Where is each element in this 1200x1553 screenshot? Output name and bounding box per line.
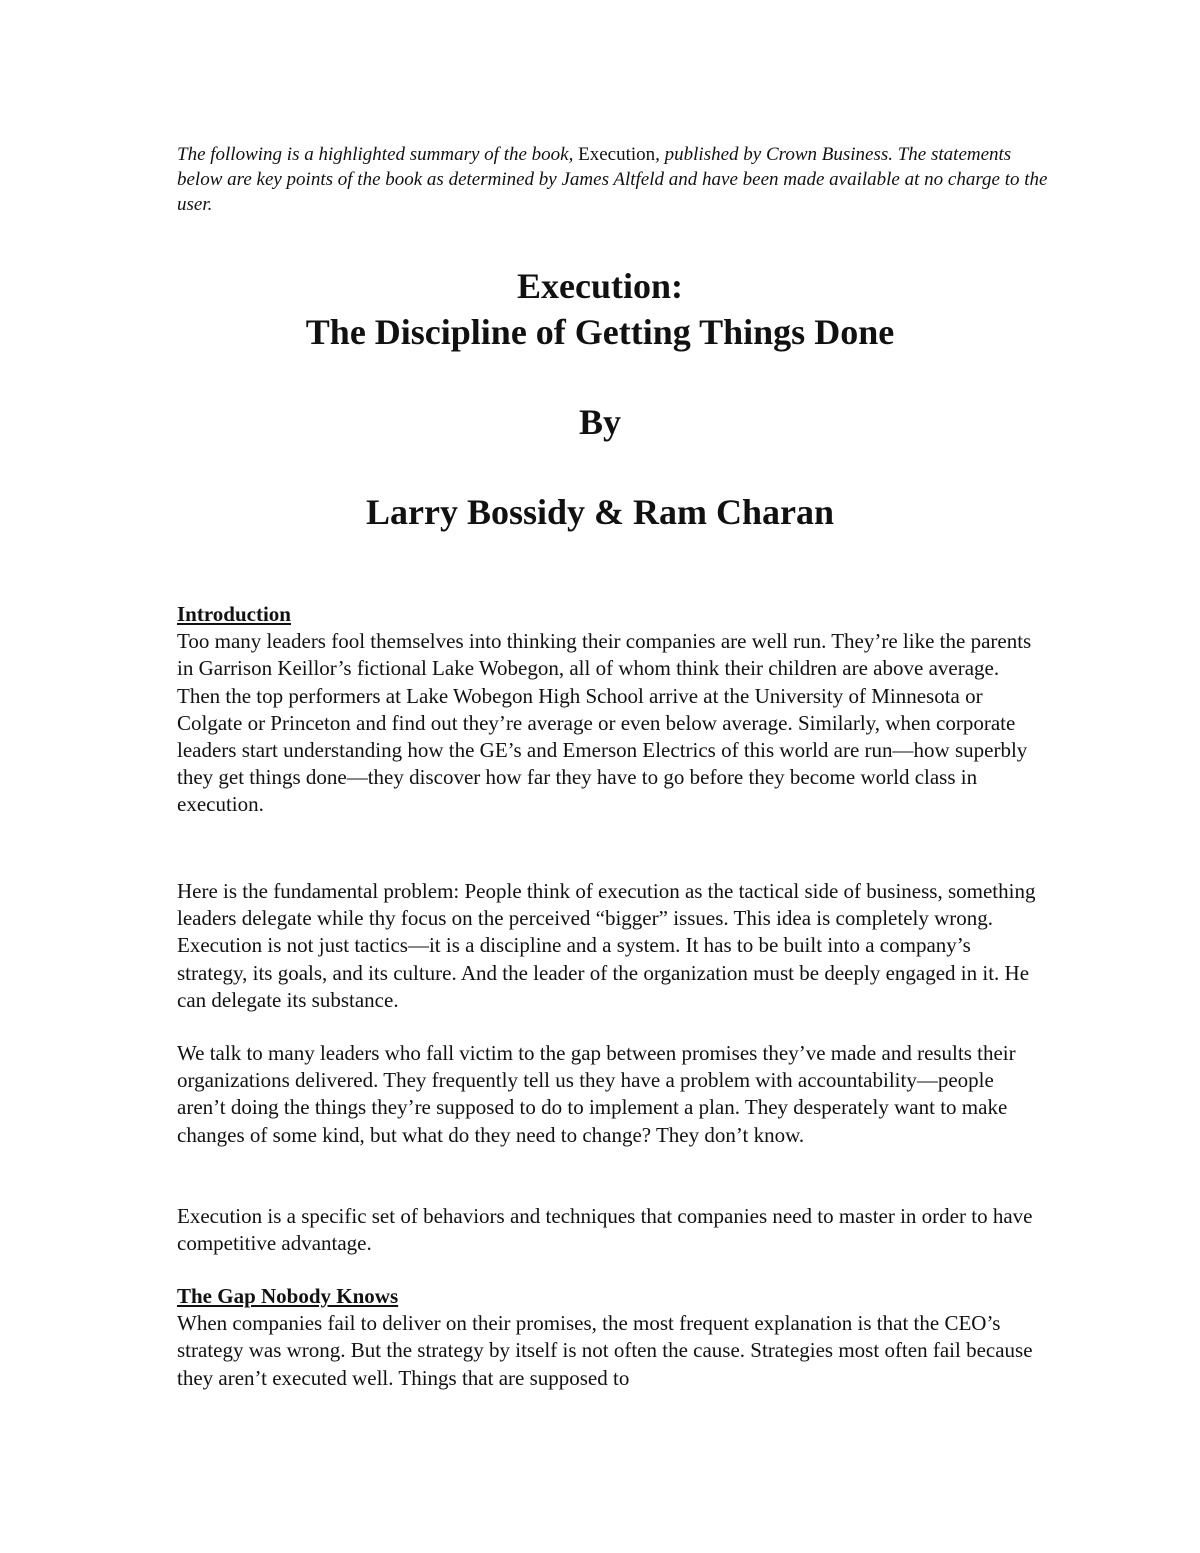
section-heading-introduction: Introduction xyxy=(177,602,291,626)
intro-paragraph-2: Here is the fundamental problem: People think of execution as the tactical side of business, something leaders delegate while thy focus on the perceived “bigger” issues. This idea is completely wrong. Execution is not just tactics—it is a discipline and a system. It has to be built into a company’s strategy, its goals, and its culture. And the leader of the organization must be deeply engaged in it. He can delegate its substance. xyxy=(177,879,1036,1012)
preface-note xyxy=(177,142,1057,217)
intro-paragraph-4: Execution is a specific set of behaviors and techniques that companies need to master in order to have competitive advantage. xyxy=(177,1204,1033,1256)
gap-paragraph-1: When companies fail to deliver on their promises, the most frequent explanation is that the CEO’s strategy was wrong. But the strategy by itself is not often the cause. Strategies most often fail because they aren’t executed well. Things that are supposed to xyxy=(177,1311,1033,1390)
title-by: By xyxy=(578,402,621,442)
preface-text-1: The following is a highlighted summary of the book, xyxy=(177,144,579,165)
title-line-2: The Discipline of Getting Things Done xyxy=(305,312,895,352)
preface-book-title: Execution xyxy=(578,144,656,165)
intro-paragraph-3: We talk to many leaders who fall victim to the gap between promises they’ve made and results their organizations delivered. They frequently tell us they have a problem with accountability—people aren’t doing the things they’re supposed to do to implement a plan. They desperately want to make changes of some kind, but what do they need to change? They don’t know. xyxy=(177,1041,1016,1147)
section-heading-gap: The Gap Nobody Knows xyxy=(177,1284,399,1308)
preface-text-2: , published by Crown Business. The statements below are key points of the book as determined by James Altfeld and have been made available at no charge to the user. xyxy=(177,144,1048,215)
section-gap-nobody-knows xyxy=(177,1283,1037,1392)
title-line-1: Execution: xyxy=(517,266,683,306)
intro-paragraph-1: Too many leaders fool themselves into thinking their companies are well run. They’re like the parents in Garrison Keillor’s fictional Lake Wobegon, all of whom think their children are above average. Then the top performers at Lake Wobegon High School arrive at the University of Minnesota or Colgate or Princeton and find out they’re average or even below average. Similarly, when corporate leaders start understanding how the GE’s and Emerson Electrics of this world are run—how superbly they get things done—they discover how far they have to go before they become world class in execution. xyxy=(177,629,1032,817)
title-authors: Larry Bossidy & Ram Charan xyxy=(365,492,835,532)
section-introduction xyxy=(177,601,1037,819)
